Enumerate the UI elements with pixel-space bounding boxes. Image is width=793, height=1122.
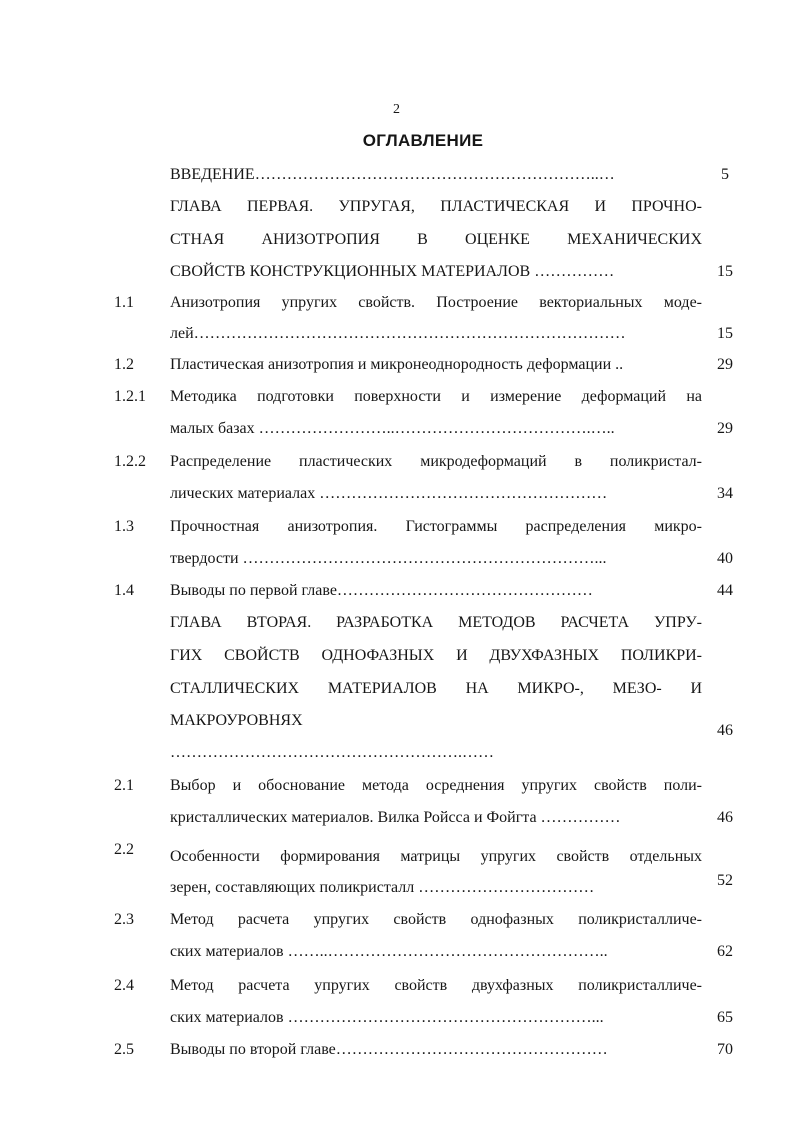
toc-section-1-2-1-line-1[interactable]: Методика подготовки поверхности и измерение деформаций на [170,388,702,405]
toc-section-2-3-line-2[interactable]: ских материалов ……..…………………………………………….. [170,943,608,960]
toc-section-2-1-line-1[interactable]: Выбор и обоснование метода осреднения упругих свойств поли- [170,777,702,794]
toc-section-2-2-line-1[interactable]: Особенности формирования матрицы упругих свойств отдельных [170,848,702,865]
toc-chapter-2-line-3[interactable]: СТАЛЛИЧЕСКИХ МАТЕРИАЛОВ НА МИКРО-, МЕЗО- И [170,680,702,697]
page-number: 2 [393,102,400,117]
toc-section-1-3-page: 40 [717,550,733,567]
toc-section-1-3-line-1[interactable]: Прочностная анизотропия. Гистограммы распределения микро- [170,518,702,535]
toc-chapter-2-line-5[interactable]: ……………………………………………….…… [170,744,494,761]
toc-section-2-4-number: 2.4 [114,977,134,994]
toc-chapter-1-page: 15 [717,263,733,280]
toc-section-2-4-line-2[interactable]: ских материалов …………………………………………………... [170,1009,604,1026]
toc-section-2-4-page: 65 [717,1009,733,1026]
toc-chapter-1-line-2[interactable]: СТНАЯ АНИЗОТРОПИЯ В ОЦЕНКЕ МЕХАНИЧЕСКИХ [170,231,702,248]
toc-section-1-2-1-number: 1.2.1 [114,388,146,405]
toc-chapter-2-line-2[interactable]: ГИХ СВОЙСТВ ОДНОФАЗНЫХ И ДВУХФАЗНЫХ ПОЛИКРИ- [170,647,702,664]
toc-entry-intro-page: 5 [721,166,729,183]
toc-section-1-1-line-2[interactable]: лей……………………………………………………………………… [170,325,626,342]
toc-section-1-4-page: 44 [717,582,733,599]
toc-section-1-4-line-1[interactable]: Выводы по первой главе………………………………………… [170,582,593,599]
toc-section-2-1-page: 46 [717,809,733,826]
toc-section-2-2-page: 52 [717,872,733,889]
toc-section-1-2-2-line-1[interactable]: Распределение пластических микродеформаций в поликристал- [170,453,702,470]
toc-section-1-2-line-1[interactable]: Пластическая анизотропия и микронеоднородность деформации .. [170,356,624,373]
toc-section-1-4-number: 1.4 [114,582,134,599]
toc-section-2-4-line-1[interactable]: Метод расчета упругих свойств двухфазных поликристалличе- [170,977,702,994]
toc-section-2-5-page: 70 [717,1041,733,1058]
toc-section-1-2-1-page: 29 [717,420,733,437]
toc-section-1-2-2-line-2[interactable]: лических материалах ……………………………………………… [170,485,608,502]
toc-section-2-1-number: 2.1 [114,777,134,794]
toc-chapter-1-line-1[interactable]: ГЛАВА ПЕРВАЯ. УПРУГАЯ, ПЛАСТИЧЕСКАЯ И ПРОЧНО- [170,198,702,215]
toc-section-2-3-number: 2.3 [114,911,134,928]
toc-section-1-2-1-line-2[interactable]: малых базах ……………………..……………………………….….. [170,420,615,437]
toc-section-2-2-number: 2.2 [114,841,134,858]
toc-section-1-2-2-number: 1.2.2 [114,453,146,470]
toc-section-1-1-line-1[interactable]: Анизотропия упругих свойств. Построение векториальных моде- [170,294,702,311]
toc-section-2-3-page: 62 [717,943,733,960]
toc-section-1-1-number: 1.1 [114,294,134,311]
toc-entry-intro-text[interactable]: ВВЕДЕНИЕ………………………………………………………..… [170,166,615,183]
toc-section-2-5-number: 2.5 [114,1041,134,1058]
toc-section-2-1-line-2[interactable]: кристаллических материалов. Вилка Ройсса и Фойгта …………… [170,809,621,826]
toc-section-1-3-number: 1.3 [114,518,134,535]
toc-section-1-3-line-2[interactable]: твердости …………………………………………………………... [170,550,607,567]
toc-chapter-2-line-1[interactable]: ГЛАВА ВТОРАЯ. РАЗРАБОТКА МЕТОДОВ РАСЧЕТА УПРУ- [170,614,702,631]
toc-section-2-5-line-1[interactable]: Выводы по второй главе…………………………………………… [170,1041,608,1058]
toc-section-1-2-number: 1.2 [114,356,134,373]
toc-section-1-2-2-page: 34 [717,485,733,502]
toc-section-2-2-line-2[interactable]: зерен, составляющих поликристалл …………………………… [170,879,595,896]
toc-chapter-2-line-4[interactable]: МАКРОУРОВНЯХ [170,712,303,729]
toc-section-1-1-page: 15 [717,325,733,342]
page-title: ОГЛАВЛЕНИЕ [362,131,484,150]
toc-chapter-1-line-3[interactable]: СВОЙСТВ КОНСТРУКЦИОННЫХ МАТЕРИАЛОВ …………… [170,263,615,280]
toc-chapter-2-page: 46 [717,722,733,739]
toc-section-2-3-line-1[interactable]: Метод расчета упругих свойств однофазных поликристалличе- [170,911,702,928]
toc-section-1-2-page: 29 [717,356,733,373]
